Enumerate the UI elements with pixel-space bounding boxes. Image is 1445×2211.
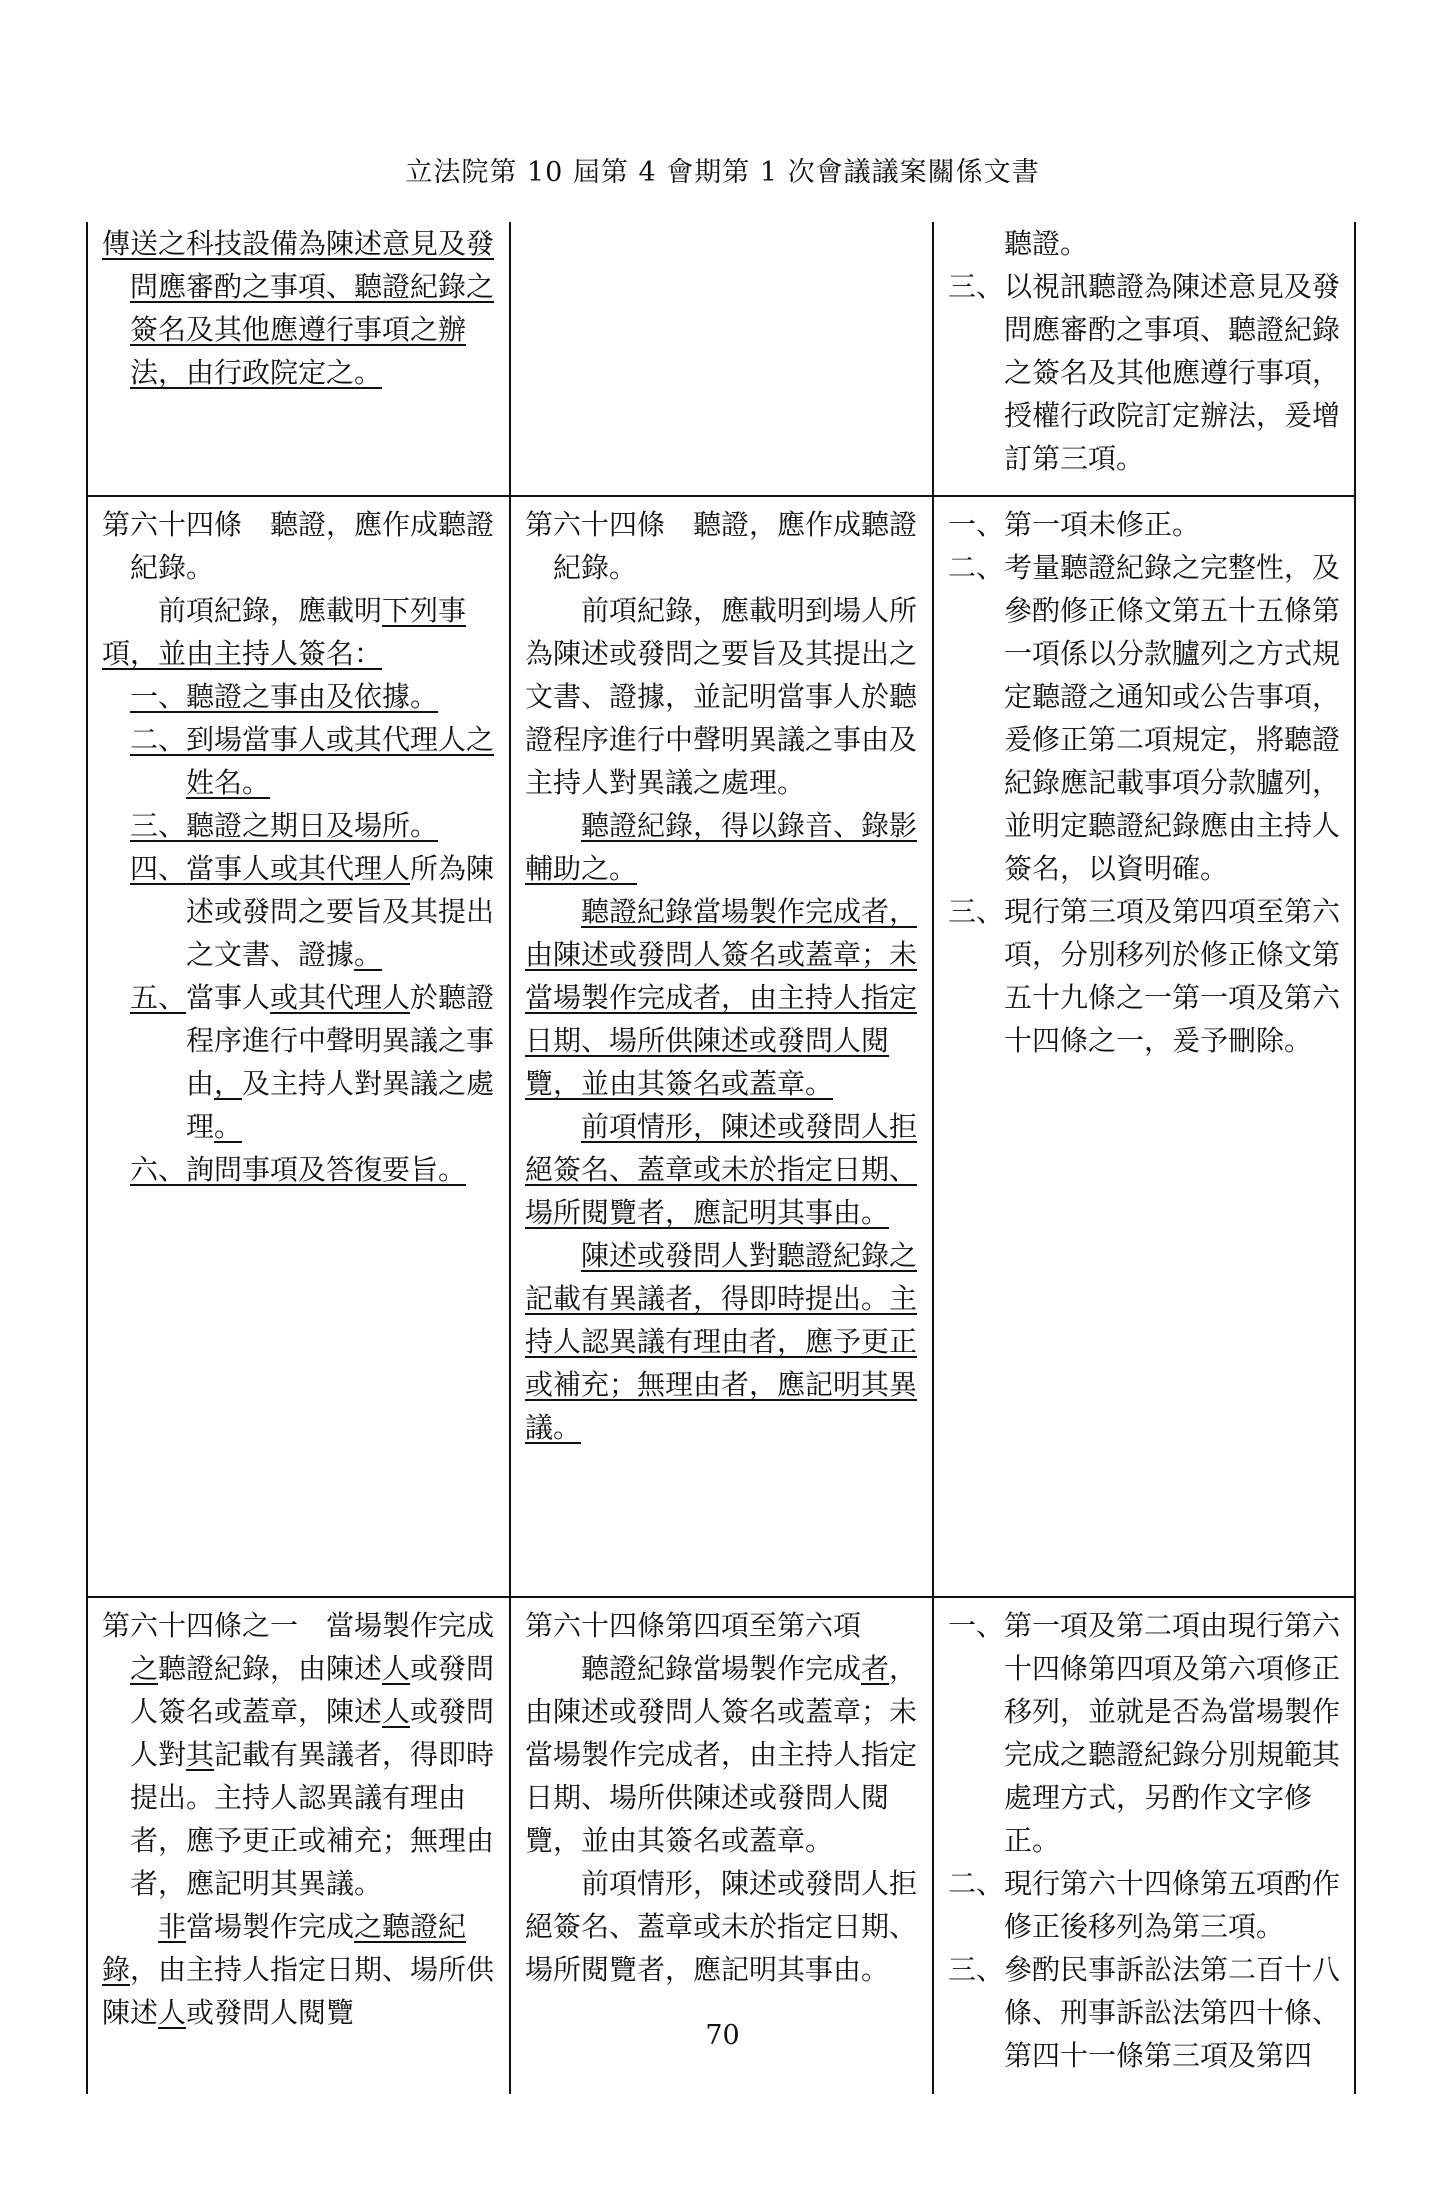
paragraph bbox=[948, 265, 1344, 480]
amended-text-segment: 四、當事人或其代理人 bbox=[130, 852, 411, 885]
text-segment: 二、考量聽證紀錄之完整性，及參酌修正條文第五十五條第一項係以分款臚列之方式規定聽證之通知或公告事項，爰修正第二項規定，將聽證紀錄應記載事項分款臚列，並明定聽證紀錄應由主持人簽名，以資明確。 bbox=[948, 551, 1341, 885]
amended-text-segment: 之 bbox=[130, 1652, 159, 1685]
text-segment: 第六十四條 聽證，應作成聽證紀錄。 bbox=[102, 508, 495, 584]
amended-text-segment: 之聽證紀錄 bbox=[102, 1910, 467, 1986]
paragraph bbox=[102, 1905, 499, 2034]
amended-text-segment: 或其代理人 bbox=[270, 981, 411, 1014]
text-segment: 三、參酌民事訴訟法第二百十八條、刑事訴訟法第四十條、第四十一條第三項及第四 bbox=[948, 1953, 1341, 2072]
paragraph bbox=[948, 503, 1344, 546]
row1-explanation bbox=[934, 222, 1354, 495]
paragraph bbox=[102, 976, 499, 1148]
text-segment: 二、現行第六十四條第五項酌作修正後移列為第三項。 bbox=[948, 1867, 1341, 1943]
amended-text-segment: 陳述或發問人對聽證紀錄之記載有異議者，得即時提出。主持人認異議有理由者，應予更正或補充；無理由者，應記明其異議。 bbox=[525, 1239, 918, 1444]
paragraph bbox=[525, 503, 922, 589]
page-number: 70 bbox=[705, 2020, 740, 2051]
amended-text-segment: 聽證紀錄，得以錄音、錄影輔助之。 bbox=[525, 809, 918, 885]
text-segment: 或發問人簽名或蓋章，陳述 bbox=[130, 1652, 495, 1728]
amended-text-segment: 人 bbox=[382, 1695, 411, 1728]
text-segment: 或發問人對 bbox=[130, 1695, 495, 1771]
text-segment: ，由陳述或發問人簽名或蓋章；未當場製作完成者，由主持人指定日期、場所供陳述或發問人閱覽，並由其簽名或蓋章。 bbox=[525, 1652, 918, 1857]
paragraph bbox=[102, 1604, 499, 1905]
amended-text-segment: ， bbox=[214, 1067, 243, 1100]
text-segment: ，由主持人指定日期、場所供陳述 bbox=[102, 1953, 495, 2029]
text-segment: 一、第一項及第二項由現行第六十四條第四項及第六項修正移列，並就是否為當場製作完成之聽證紀錄分別規範其處理方式，另酌作文字修正。 bbox=[948, 1609, 1341, 1857]
text-segment: 聽證紀錄當場製作完成 bbox=[581, 1652, 862, 1685]
page-header: 立法院第 10 屆第 4 會期第 1 次會議議案關係文書 bbox=[405, 157, 1040, 188]
text-segment: 前項情形，陳述或發問人拒絕簽名、蓋章或未於指定日期、場所閱覽者，應記明其事由。 bbox=[525, 1867, 918, 1986]
paragraph bbox=[948, 890, 1344, 1062]
amended-text-segment: 五、 bbox=[130, 981, 187, 1014]
paragraph bbox=[525, 890, 922, 1105]
paragraph bbox=[948, 546, 1344, 890]
amended-text-segment: 非 bbox=[158, 1910, 187, 1943]
paragraph bbox=[102, 222, 499, 394]
amended-text-segment: 一、聽證之事由及依據。 bbox=[130, 680, 439, 713]
amended-text-segment: 者 bbox=[861, 1652, 890, 1685]
text-segment: 三、現行第三項及第四項至第六項，分別移列於修正條文第五十九條之一第一項及第六十四條之一，爰予刪除。 bbox=[948, 895, 1341, 1057]
paragraph bbox=[102, 589, 499, 675]
amended-text-segment: 。 bbox=[354, 938, 383, 971]
paragraph bbox=[102, 718, 499, 804]
amended-text-segment: 人 bbox=[382, 1652, 411, 1685]
paragraph bbox=[525, 589, 922, 804]
amended-text-segment: 。 bbox=[214, 1110, 243, 1143]
text-segment: 第六十四條第四項至第六項 bbox=[525, 1609, 862, 1642]
paragraph bbox=[525, 1862, 922, 1991]
text-segment: 第六十四條 聽證，應作成聽證紀錄。 bbox=[525, 508, 918, 584]
row1-current-text bbox=[511, 222, 932, 495]
text-segment: 記載有異議者，得即時提出。主持人認異議有理由者，應予更正或補充；無理由者，應記明其異議。 bbox=[130, 1738, 495, 1900]
table-border-right bbox=[1354, 222, 1356, 2094]
text-segment: 聽證。 bbox=[948, 227, 1089, 260]
text-segment: 一、第一項未修正。 bbox=[948, 508, 1201, 541]
amended-text-segment: 六、詢問事項及答復要旨。 bbox=[130, 1153, 467, 1186]
comparison-table bbox=[86, 222, 1356, 2094]
text-segment: 三、以視訊聽證為陳述意見及發問應審酌之事項、聽證紀錄之簽名及其他應遵行事項，授權行政院訂定辦法，爰增訂第三項。 bbox=[948, 270, 1341, 475]
paragraph bbox=[102, 1148, 499, 1191]
paragraph bbox=[102, 675, 499, 718]
paragraph bbox=[948, 1948, 1344, 2077]
text-segment: 前項紀錄，應載明 bbox=[158, 594, 383, 627]
text-segment: 於聽證程序進行中聲明異議之事由 bbox=[186, 981, 495, 1100]
paragraph bbox=[525, 1647, 922, 1862]
row2-explanation bbox=[934, 497, 1354, 1596]
text-segment: 當場製作完成 bbox=[186, 1910, 355, 1943]
text-segment: 當事人 bbox=[186, 981, 271, 1014]
text-segment: 及主持人對異議之處理 bbox=[186, 1067, 495, 1143]
amended-text-segment: 人 bbox=[158, 1996, 187, 2029]
paragraph bbox=[948, 1604, 1344, 1862]
row2-amended-text bbox=[88, 497, 509, 1596]
paragraph bbox=[102, 503, 499, 589]
text-segment: 前項紀錄，應載明到場人所為陳述或發問之要旨及其提出之文書、證據，並記明當事人於聽證程序進行中聲明異議之事由及主持人對異議之處理。 bbox=[525, 594, 918, 799]
paragraph bbox=[525, 1604, 922, 1647]
paragraph bbox=[948, 222, 1344, 265]
text-segment: 聽證紀錄，由陳述 bbox=[158, 1652, 383, 1685]
row1-amended-text bbox=[88, 222, 509, 495]
paragraph bbox=[102, 804, 499, 847]
paragraph bbox=[102, 847, 499, 976]
paragraph bbox=[525, 804, 922, 890]
amended-text-segment: 傳送之科技設備為陳述意見及發問應審酌之事項、聽證紀錄之簽名及其他應遵行事項之辦法，由行政院定之。 bbox=[102, 227, 495, 389]
amended-text-segment: 其 bbox=[186, 1738, 215, 1771]
amended-text-segment: 下列事項，並由主持人簽名： bbox=[102, 594, 467, 670]
text-segment: 第六十四條之一 當場製作完成 bbox=[102, 1609, 495, 1642]
amended-text-segment: 三、聽證之期日及場所。 bbox=[130, 809, 439, 842]
amended-text-segment: 二、到場當事人或其代理人之姓名。 bbox=[130, 723, 495, 799]
row2-current-text bbox=[511, 497, 932, 1596]
amended-text-segment: 聽證紀錄當場製作完成者，由陳述或發問人簽名或蓋章；未當場製作完成者，由主持人指定日期、場所供陳述或發問人閱覽，並由其簽名或蓋章。 bbox=[525, 895, 918, 1100]
text-segment: 或發問人閱覽 bbox=[186, 1996, 355, 2029]
paragraph bbox=[948, 1862, 1344, 1948]
amended-text-segment: 前項情形，陳述或發問人拒絕簽名、蓋章或未於指定日期、場所閱覽者，應記明其事由。 bbox=[525, 1110, 918, 1229]
text-segment: 所為陳述或發問之要旨及其提出之文書、證據 bbox=[186, 852, 495, 971]
paragraph bbox=[525, 1234, 922, 1449]
paragraph bbox=[525, 1105, 922, 1234]
